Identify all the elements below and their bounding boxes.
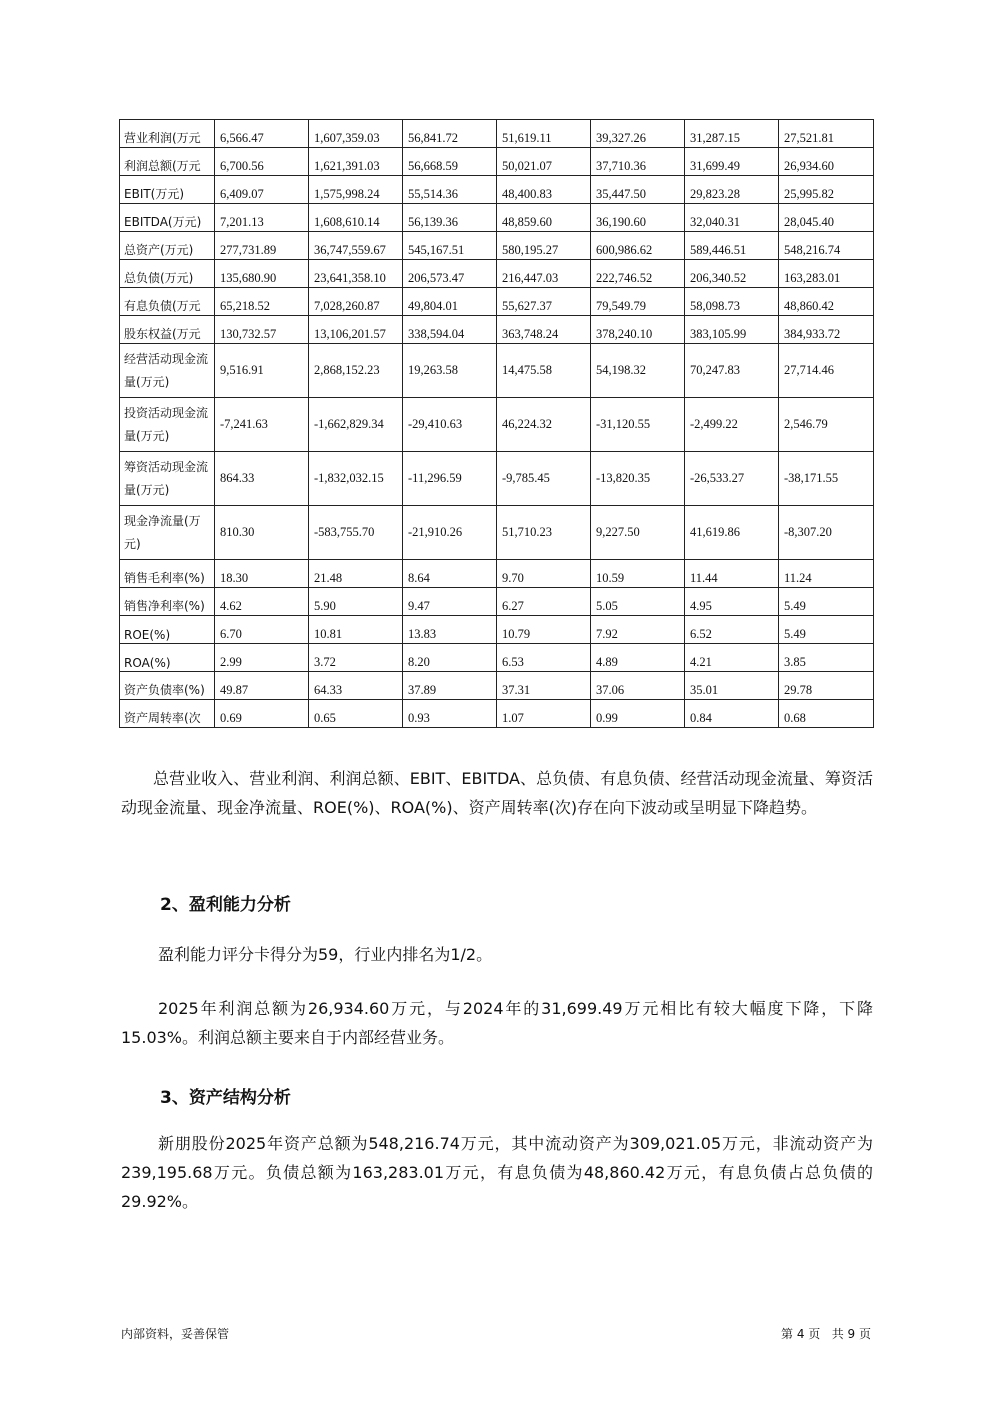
table-cell: 1,621,391.03 (309, 148, 403, 176)
table-cell: 864.33 (215, 452, 309, 506)
table-cell: 4.62 (215, 588, 309, 616)
table-row (120, 120, 874, 148)
table-cell: 1,608,610.14 (309, 204, 403, 232)
table-cell: -2,499.22 (685, 398, 779, 452)
table-cell: 2.99 (215, 644, 309, 672)
table-cell: -1,662,829.34 (309, 398, 403, 452)
table-cell: 8.20 (403, 644, 497, 672)
table-cell: 0.65 (309, 700, 403, 728)
table-row (120, 176, 874, 204)
table-row (120, 644, 874, 672)
table-cell: 1.07 (497, 700, 591, 728)
table-cell: 21.48 (309, 560, 403, 588)
row-label: 资产负债率(%) (120, 672, 215, 700)
table-row (120, 204, 874, 232)
table-cell: 19,263.58 (403, 344, 497, 398)
table-cell: 50,021.07 (497, 148, 591, 176)
row-label: 经营活动现金流量(万元) (120, 344, 215, 398)
table-cell: -38,171.55 (779, 452, 874, 506)
table-cell: 37.89 (403, 672, 497, 700)
asset-detail-paragraph: 新朋股份2025年资产总额为548,216.74万元，其中流动资产为309,021.05万元，非流动资产为239,195.68万元。负债总额为163,283.01万元，有息负债为48,860.42万元，有息负债占总负债的29.92%。 (121, 1134, 873, 1211)
table-cell: 580,195.27 (497, 232, 591, 260)
table-cell: 1,607,359.03 (309, 120, 403, 148)
table-cell: 27,521.81 (779, 120, 874, 148)
row-label: ROE(%) (120, 616, 215, 644)
table-cell: 0.84 (685, 700, 779, 728)
table-cell: 14,475.58 (497, 344, 591, 398)
table-cell: 6.52 (685, 616, 779, 644)
table-cell: 9,516.91 (215, 344, 309, 398)
table-row (120, 506, 874, 560)
table-cell: 548,216.74 (779, 232, 874, 260)
table-cell: -31,120.55 (591, 398, 685, 452)
profitability-heading: 2、盈利能力分析 (160, 895, 291, 915)
table-cell: 49,804.01 (403, 288, 497, 316)
table-cell: 18.30 (215, 560, 309, 588)
row-label: 营业利润(万元 (120, 120, 215, 148)
table-cell: 6,566.47 (215, 120, 309, 148)
table-cell: 7,028,260.87 (309, 288, 403, 316)
table-cell: 55,514.36 (403, 176, 497, 204)
table-cell: 54,198.32 (591, 344, 685, 398)
table-cell: 2,546.79 (779, 398, 874, 452)
table-cell: -583,755.70 (309, 506, 403, 560)
table-cell: 277,731.89 (215, 232, 309, 260)
table-row (120, 616, 874, 644)
table-cell: 163,283.01 (779, 260, 874, 288)
table-cell: 206,340.52 (685, 260, 779, 288)
table-cell: 35,447.50 (591, 176, 685, 204)
table-cell: 37.06 (591, 672, 685, 700)
table-cell: 9,227.50 (591, 506, 685, 560)
table-cell: 48,859.60 (497, 204, 591, 232)
table-cell: 545,167.51 (403, 232, 497, 260)
table-cell: 363,748.24 (497, 316, 591, 344)
table-cell: 13.83 (403, 616, 497, 644)
table-cell: 3.85 (779, 644, 874, 672)
table-cell: 4.95 (685, 588, 779, 616)
row-label: ROA(%) (120, 644, 215, 672)
table-row (120, 452, 874, 506)
table-cell: -29,410.63 (403, 398, 497, 452)
table-cell: 29,823.28 (685, 176, 779, 204)
table-cell: 35.01 (685, 672, 779, 700)
table-cell: 810.30 (215, 506, 309, 560)
table-cell: -13,820.35 (591, 452, 685, 506)
table-cell: 6.53 (497, 644, 591, 672)
row-label: EBITDA(万元) (120, 204, 215, 232)
table-cell: 0.69 (215, 700, 309, 728)
table-cell: 39,327.26 (591, 120, 685, 148)
table-cell: 36,190.60 (591, 204, 685, 232)
table-cell: 384,933.72 (779, 316, 874, 344)
table-cell: 65,218.52 (215, 288, 309, 316)
table-row (120, 588, 874, 616)
table-row (120, 344, 874, 398)
table-cell: 383,105.99 (685, 316, 779, 344)
table-cell: 70,247.83 (685, 344, 779, 398)
table-cell: 206,573.47 (403, 260, 497, 288)
table-cell: 37,710.36 (591, 148, 685, 176)
row-label: 有息负债(万元 (120, 288, 215, 316)
table-cell: 5.05 (591, 588, 685, 616)
table-cell: 5.90 (309, 588, 403, 616)
table-cell: 41,619.86 (685, 506, 779, 560)
table-cell: 56,139.36 (403, 204, 497, 232)
table-cell: 135,680.90 (215, 260, 309, 288)
table-cell: 4.89 (591, 644, 685, 672)
table-cell: 48,400.83 (497, 176, 591, 204)
table-cell: 29.78 (779, 672, 874, 700)
table-row (120, 560, 874, 588)
table-cell: 6.70 (215, 616, 309, 644)
table-cell: -21,910.26 (403, 506, 497, 560)
table-cell: 5.49 (779, 588, 874, 616)
row-label: 总资产(万元) (120, 232, 215, 260)
asset-structure-heading: 3、资产结构分析 (160, 1088, 291, 1108)
table-cell: 589,446.51 (685, 232, 779, 260)
table-cell: 6,409.07 (215, 176, 309, 204)
row-label: 销售毛利率(%) (120, 560, 215, 588)
table-cell: 36,747,559.67 (309, 232, 403, 260)
table-cell: 31,699.49 (685, 148, 779, 176)
table-cell: 11.44 (685, 560, 779, 588)
table-cell: 7.92 (591, 616, 685, 644)
table-cell: 58,098.73 (685, 288, 779, 316)
table-cell: 7,201.13 (215, 204, 309, 232)
table-row (120, 700, 874, 728)
table-cell: 49.87 (215, 672, 309, 700)
row-label: EBIT(万元) (120, 176, 215, 204)
table-row (120, 232, 874, 260)
profit-score-paragraph: 盈利能力评分卡得分为59，行业内排名为1/2。 (158, 945, 493, 964)
table-cell: 8.64 (403, 560, 497, 588)
table-cell: 55,627.37 (497, 288, 591, 316)
row-label: 投资活动现金流量(万元) (120, 398, 215, 452)
table-cell: 32,040.31 (685, 204, 779, 232)
table-cell: 4.21 (685, 644, 779, 672)
table-cell: 600,986.62 (591, 232, 685, 260)
table-cell: 338,594.04 (403, 316, 497, 344)
table-cell: 6,700.56 (215, 148, 309, 176)
table-cell: -1,832,032.15 (309, 452, 403, 506)
table-cell: -11,296.59 (403, 452, 497, 506)
table-row (120, 316, 874, 344)
row-label: 筹资活动现金流量(万元) (120, 452, 215, 506)
table-cell: -9,785.45 (497, 452, 591, 506)
table-cell: 9.47 (403, 588, 497, 616)
table-cell: 25,995.82 (779, 176, 874, 204)
table-cell: 27,714.46 (779, 344, 874, 398)
table-cell: 0.68 (779, 700, 874, 728)
table-cell: 222,746.52 (591, 260, 685, 288)
table-cell: 6.27 (497, 588, 591, 616)
row-label: 现金净流量(万元) (120, 506, 215, 560)
table-cell: 56,668.59 (403, 148, 497, 176)
table-cell: 23,641,358.10 (309, 260, 403, 288)
table-cell: 48,860.42 (779, 288, 874, 316)
table-cell: -26,533.27 (685, 452, 779, 506)
table-cell: 28,045.40 (779, 204, 874, 232)
table-cell: 0.99 (591, 700, 685, 728)
table-cell: 130,732.57 (215, 316, 309, 344)
footer-page-number: 第 4 页 共 9 页 (781, 1327, 871, 1341)
table-cell: 10.81 (309, 616, 403, 644)
row-label: 销售净利率(%) (120, 588, 215, 616)
table-cell: 79,549.79 (591, 288, 685, 316)
table-cell: 46,224.32 (497, 398, 591, 452)
table-cell: 3.72 (309, 644, 403, 672)
table-cell: 56,841.72 (403, 120, 497, 148)
table-cell: 37.31 (497, 672, 591, 700)
row-label: 资产周转率(次 (120, 700, 215, 728)
table-cell: 2,868,152.23 (309, 344, 403, 398)
table-cell: 51,619.11 (497, 120, 591, 148)
table-cell: 0.93 (403, 700, 497, 728)
table-cell: 1,575,998.24 (309, 176, 403, 204)
footer-confidential-note: 内部资料，妥善保管 (121, 1327, 230, 1341)
table-cell: 216,447.03 (497, 260, 591, 288)
table-cell: 10.79 (497, 616, 591, 644)
table-cell: -7,241.63 (215, 398, 309, 452)
table-cell: 378,240.10 (591, 316, 685, 344)
table-cell: 26,934.60 (779, 148, 874, 176)
table-cell: 11.24 (779, 560, 874, 588)
table-cell: 31,287.15 (685, 120, 779, 148)
trend-summary-paragraph: 总营业收入、营业利润、利润总额、EBIT、EBITDA、总负债、有息负债、经营活动现金流量、筹资活动现金流量、现金净流量、ROE(%)、ROA(%)、资产周转率(次)存在向下波动或呈明显下降趋势。 (121, 769, 873, 817)
table-cell: -8,307.20 (779, 506, 874, 560)
table-row (120, 672, 874, 700)
table-cell: 51,710.23 (497, 506, 591, 560)
table-cell: 5.49 (779, 616, 874, 644)
table-cell: 64.33 (309, 672, 403, 700)
table-row (120, 148, 874, 176)
row-label: 总负债(万元) (120, 260, 215, 288)
row-label: 股东权益(万元 (120, 316, 215, 344)
profit-detail-paragraph: 2025年利润总额为26,934.60万元，与2024年的31,699.49万元相比有较大幅度下降，下降15.03%。利润总额主要来自于内部经营业务。 (121, 999, 873, 1047)
table-row (120, 398, 874, 452)
table-row (120, 288, 874, 316)
table-cell: 10.59 (591, 560, 685, 588)
table-row (120, 260, 874, 288)
row-label: 利润总额(万元 (120, 148, 215, 176)
table-cell: 13,106,201.57 (309, 316, 403, 344)
financial-indicators-table (119, 119, 874, 728)
table-cell: 9.70 (497, 560, 591, 588)
